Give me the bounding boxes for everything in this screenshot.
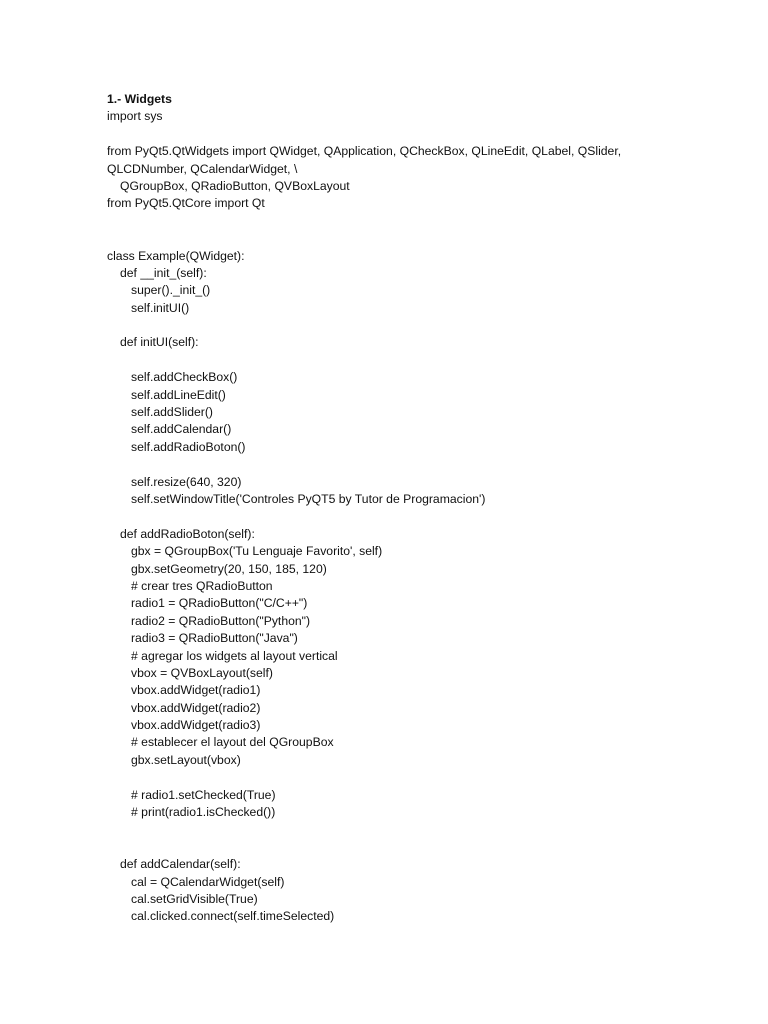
blank-line [107, 769, 727, 786]
code-line: # crear tres QRadioButton [131, 578, 273, 593]
code-line: # establecer el layout del QGroupBox [131, 735, 334, 750]
blank-line [107, 230, 727, 247]
section-heading: 1.- Widgets [107, 92, 172, 106]
code-line: # radio1.setChecked(True) [131, 787, 276, 802]
code-line: super()._init_() [131, 283, 211, 298]
code-line: self.addCalendar() [131, 422, 232, 437]
code-line: radio1 = QRadioButton("C/C++") [131, 596, 308, 611]
code-line: def initUI(self): [120, 335, 199, 350]
blank-line [107, 213, 727, 230]
code-line: vbox.addWidget(radio1) [131, 683, 261, 698]
code-line: def addCalendar(self): [120, 857, 241, 872]
code-line: from PyQt5.QtCore import Qt [107, 196, 265, 211]
code-line: vbox.addWidget(radio2) [131, 700, 261, 715]
code-line: import sys [107, 109, 163, 124]
code-line: self.addCheckBox() [131, 370, 238, 385]
code-line: class Example(QWidget): [107, 248, 245, 263]
code-line: # print(radio1.isChecked()) [131, 805, 276, 820]
code-line: cal = QCalendarWidget(self) [131, 874, 285, 889]
code-line: self.addRadioBoton() [131, 439, 246, 454]
code-listing [107, 91, 727, 926]
blank-line [107, 352, 727, 369]
blank-line [107, 839, 727, 856]
code-line: self.addLineEdit() [131, 387, 226, 402]
code-line: # agregar los widgets al layout vertical [131, 648, 338, 663]
code-line: def __init_(self): [120, 265, 207, 280]
code-line: gbx.setGeometry(20, 150, 185, 120) [131, 561, 327, 576]
code-line: QLCDNumber, QCalendarWidget, \ [107, 161, 298, 176]
code-line: self.resize(640, 320) [131, 474, 242, 489]
code-line: self.initUI() [131, 300, 190, 315]
code-line: from PyQt5.QtWidgets import QWidget, QApplication, QCheckBox, QLineEdit, QLabel, QSlider, [107, 144, 622, 159]
code-line: cal.setGridVisible(True) [131, 891, 258, 906]
blank-line [107, 456, 727, 473]
blank-line [107, 126, 727, 143]
code-line: vbox = QVBoxLayout(self) [131, 665, 273, 680]
code-line: radio2 = QRadioButton("Python") [131, 613, 311, 628]
code-line: def addRadioBoton(self): [120, 526, 255, 541]
code-line: cal.clicked.connect(self.timeSelected) [131, 909, 335, 924]
blank-line [107, 821, 727, 838]
code-line: gbx.setLayout(vbox) [131, 752, 241, 767]
code-line: QGroupBox, QRadioButton, QVBoxLayout [120, 178, 350, 193]
blank-line [107, 508, 727, 525]
code-line: self.setWindowTitle('Controles PyQT5 by Tutor de Programacion') [131, 491, 486, 506]
code-line: vbox.addWidget(radio3) [131, 718, 261, 733]
code-line: self.addSlider() [131, 405, 213, 420]
blank-line [107, 317, 727, 334]
code-line: gbx = QGroupBox('Tu Lenguaje Favorito', self) [131, 544, 383, 559]
code-line: radio3 = QRadioButton("Java") [131, 631, 298, 646]
